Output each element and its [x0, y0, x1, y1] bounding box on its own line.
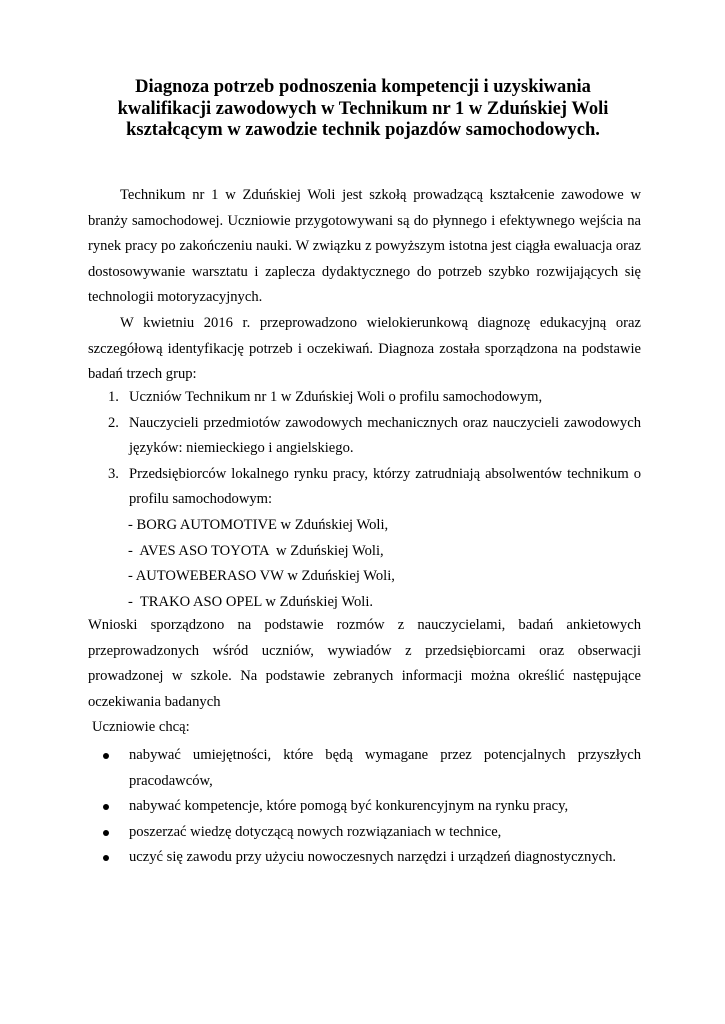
- document-title: Diagnoza potrzeb podnoszenia kompetencji i uzyskiwania kwalifikacji zawodowych w Technikum nr 1 w Zduńskiej Woli kształcącym w zawodzie technik pojazdów samochodowych.: [117, 77, 609, 140]
- companies-list: [128, 513, 395, 615]
- list-item: [88, 462, 641, 513]
- bullet-item: [88, 845, 641, 871]
- students-want-label: Uczniowie chcą:: [92, 719, 190, 735]
- surveyed-groups-list: [88, 385, 641, 513]
- bullet-text: poszerzać wiedzę dotyczącą nowych rozwiązaniach w technice,: [129, 823, 502, 840]
- conclusions-paragraph: Wnioski sporządzono na podstawie rozmów z nauczycielami, badań ankietowych przeprowadzonych wśród uczniów, wywiadów z przedsiębiorcami oraz obserwacji prowadzonej w szkole. Na podstawie zebranych informacji można określić następujące oczekiwania badanych: [88, 617, 641, 710]
- bullet-icon: [103, 753, 109, 759]
- students-want-heading: [88, 715, 190, 741]
- bullet-item: [88, 820, 641, 846]
- list-item-text: Przedsiębiorców lokalnego rynku pracy, którzy zatrudniają absolwentów technikum o profilu samochodowym:: [129, 465, 641, 507]
- list-number: 1.: [108, 389, 119, 405]
- company-item: - AUTOWEBERASO VW w Zduńskiej Woli,: [128, 568, 395, 584]
- list-number: 3.: [108, 465, 119, 482]
- bullet-text: nabywać umiejętności, które będą wymagane przez potencjalnych przyszłych pracodawców,: [129, 747, 641, 789]
- bullet-icon: [103, 855, 109, 861]
- bullet-text: nabywać kompetencje, które pomogą być konkurencyjnym na rynku pracy,: [129, 798, 569, 814]
- bullet-icon: [103, 830, 109, 836]
- diagnosis-paragraph: W kwietniu 2016 r. przeprowadzono wielokierunkową diagnozę edukacyjną oraz szczegółową identyfikację potrzeb i oczekiwań. Diagnoza została sporządzona na podstawie badań trzech grup:: [88, 315, 641, 382]
- students-want-list: [88, 743, 641, 871]
- bullet-item: [88, 794, 641, 820]
- bullet-item: [88, 743, 641, 794]
- list-item-text: Uczniów Technikum nr 1 w Zduńskiej Woli o profilu samochodowym,: [129, 389, 543, 405]
- bullet-icon: [103, 804, 109, 810]
- company-item: - AVES ASO TOYOTA w Zduńskiej Woli,: [128, 542, 384, 559]
- list-item: [88, 411, 641, 462]
- intro-paragraph: Technikum nr 1 w Zduńskiej Woli jest szkołą prowadzącą kształcenie zawodowe w branży samochodowej. Uczniowie przygotowywani są do płynnego i efektywnego wejścia na rynek pracy po zakończeniu nauki. W związku z powyższym istotna jest ciągła ewaluacja oraz dostosowywanie warsztatu i zaplecza dydaktycznego do potrzeb szybko rozwijających się technologii motoryzacyjnych.: [88, 187, 641, 305]
- company-item: - BORG AUTOMOTIVE w Zduńskiej Woli,: [128, 517, 389, 533]
- bullet-text: uczyć się zawodu przy użyciu nowoczesnych narzędzi i urządzeń diagnostycznych.: [129, 849, 617, 865]
- list-number: 2.: [108, 414, 119, 431]
- list-item-text: Nauczycieli przedmiotów zawodowych mechanicznych oraz nauczycieli zawodowych języków: niemieckiego i angielskiego.: [129, 414, 641, 456]
- list-item: [88, 385, 641, 411]
- company-item: - TRAKO ASO OPEL w Zduńskiej Woli.: [128, 593, 374, 610]
